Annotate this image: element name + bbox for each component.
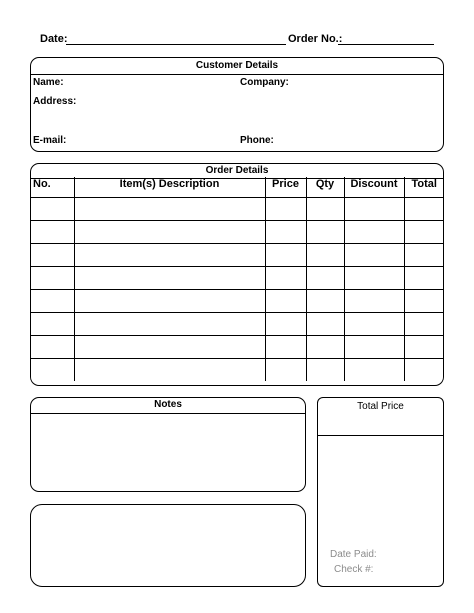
table-cell[interactable] [306, 266, 344, 289]
table-cell[interactable] [306, 335, 344, 358]
column-header-price: Price [265, 177, 306, 197]
table-cell[interactable] [30, 289, 74, 312]
name-label: Name: [33, 77, 64, 88]
customer-details-title: Customer Details [195, 60, 279, 71]
column-header-discount: Discount [344, 177, 404, 197]
table-cell[interactable] [344, 197, 404, 220]
total-price-title: Total Price [357, 401, 404, 412]
table-row [30, 335, 444, 358]
column-header-total: Total [404, 177, 444, 197]
table-cell[interactable] [404, 197, 444, 220]
table-cell[interactable] [404, 335, 444, 358]
table-cell[interactable] [74, 220, 265, 243]
table-cell[interactable] [404, 289, 444, 312]
table-cell[interactable] [306, 243, 344, 266]
table-row [30, 312, 444, 335]
column-header-no: No. [30, 177, 74, 197]
table-cell[interactable] [306, 197, 344, 220]
table-cell[interactable] [265, 335, 306, 358]
table-cell[interactable] [74, 197, 265, 220]
notes-box [30, 397, 306, 492]
table-cell[interactable] [344, 312, 404, 335]
table-cell[interactable] [74, 266, 265, 289]
table-cell[interactable] [265, 266, 306, 289]
table-cell[interactable] [265, 289, 306, 312]
table-cell[interactable] [74, 243, 265, 266]
table-cell[interactable] [306, 358, 344, 381]
check-number-label: Check #: [334, 564, 374, 575]
table-cell[interactable] [344, 289, 404, 312]
table-cell[interactable] [74, 312, 265, 335]
table-cell[interactable] [344, 335, 404, 358]
table-cell[interactable] [344, 220, 404, 243]
table-row [30, 243, 444, 266]
table-cell[interactable] [265, 243, 306, 266]
table-cell[interactable] [265, 197, 306, 220]
table-cell[interactable] [30, 243, 74, 266]
table-cell[interactable] [306, 312, 344, 335]
customer-title-divider [31, 74, 443, 75]
table-cell[interactable] [404, 266, 444, 289]
table-cell[interactable] [30, 335, 74, 358]
notes-title: Notes [154, 399, 182, 410]
table-cell[interactable] [306, 289, 344, 312]
date-paid-label: Date Paid: [330, 549, 377, 560]
table-cell[interactable] [74, 358, 265, 381]
table-cell[interactable] [30, 220, 74, 243]
table-cell[interactable] [404, 358, 444, 381]
table-cell[interactable] [404, 312, 444, 335]
date-label: Date: [40, 33, 68, 45]
order-table [30, 177, 444, 381]
date-field[interactable] [66, 44, 286, 45]
table-row [30, 197, 444, 220]
table-cell[interactable] [265, 312, 306, 335]
order-no-label: Order No.: [288, 33, 343, 45]
order-details-title: Order Details [205, 165, 269, 176]
table-cell[interactable] [404, 243, 444, 266]
total-price-divider [318, 435, 443, 436]
table-row [30, 358, 444, 381]
order-table-header [30, 177, 444, 197]
table-cell[interactable] [30, 197, 74, 220]
table-cell[interactable] [30, 266, 74, 289]
table-cell[interactable] [344, 243, 404, 266]
table-row [30, 220, 444, 243]
notes-area[interactable] [31, 414, 305, 491]
customer-details-box [30, 57, 444, 152]
table-cell[interactable] [30, 358, 74, 381]
table-cell[interactable] [306, 220, 344, 243]
table-cell[interactable] [404, 220, 444, 243]
blank-box[interactable] [30, 504, 306, 587]
table-cell[interactable] [30, 312, 74, 335]
table-cell[interactable] [74, 335, 265, 358]
order-no-field[interactable] [338, 44, 434, 45]
table-row [30, 289, 444, 312]
email-label: E-mail: [33, 135, 67, 146]
table-cell[interactable] [265, 220, 306, 243]
table-row [30, 266, 444, 289]
total-price-box [317, 397, 444, 587]
phone-label: Phone: [240, 135, 274, 146]
table-cell[interactable] [74, 289, 265, 312]
company-label: Company: [240, 77, 289, 88]
order-table-body [30, 197, 444, 381]
column-header-qty: Qty [306, 177, 344, 197]
column-header-description: Item(s) Description [74, 177, 265, 197]
table-cell[interactable] [265, 358, 306, 381]
address-label: Address: [33, 96, 77, 107]
table-cell[interactable] [344, 358, 404, 381]
table-cell[interactable] [344, 266, 404, 289]
